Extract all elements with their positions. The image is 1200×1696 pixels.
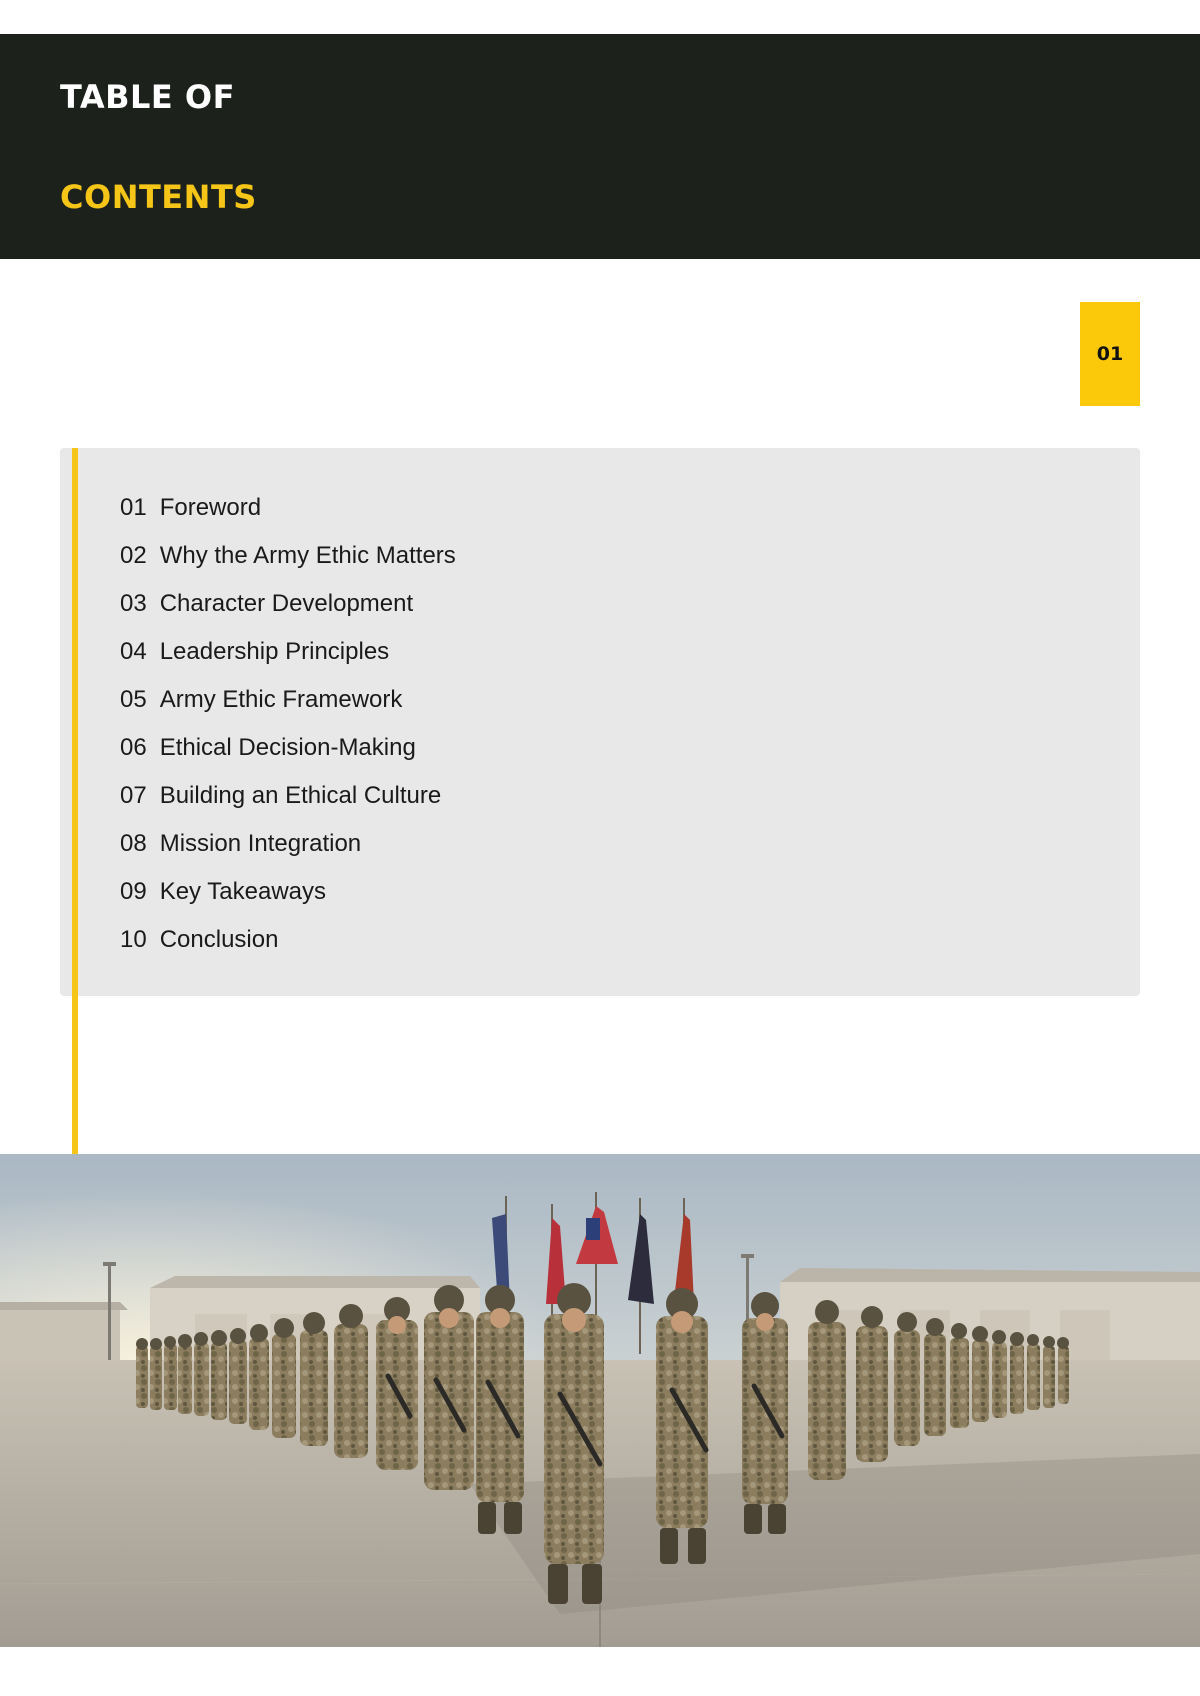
toc-list [120, 484, 456, 964]
toc-item [120, 484, 456, 532]
toc-item-label: Mission Integration [159, 830, 362, 857]
toc-item-number: 03 [120, 590, 147, 617]
header-band [0, 34, 1200, 259]
toc-item [120, 580, 456, 628]
toc-item [120, 868, 456, 916]
page-number: 01 [1096, 343, 1124, 365]
toc-item-number: 02 [120, 542, 147, 569]
toc-item-label: Why the Army Ethic Matters [159, 542, 456, 569]
toc-item [120, 532, 456, 580]
toc-item [120, 628, 456, 676]
title-line-2: CONTENTS [60, 178, 257, 216]
soldiers-formation-photo [0, 1154, 1200, 1647]
toc-item-number: 05 [120, 686, 147, 713]
toc-item-label: Foreword [159, 494, 262, 521]
toc-item-number: 01 [120, 494, 147, 521]
toc-item-number: 06 [120, 734, 147, 761]
toc-item-number: 08 [120, 830, 147, 857]
toc-item-number: 10 [120, 926, 147, 953]
toc-item-label: Conclusion [159, 926, 279, 953]
toc-item-label: Leadership Principles [159, 638, 390, 665]
toc-item-number: 09 [120, 878, 147, 905]
toc-item-label: Key Takeaways [159, 878, 327, 905]
toc-item-label: Army Ethic Framework [159, 686, 403, 713]
toc-item-number: 07 [120, 782, 147, 809]
toc-item-label: Ethical Decision-Making [159, 734, 416, 761]
toc-item-label: Building an Ethical Culture [159, 782, 442, 809]
title-line-1: TABLE OF [60, 78, 235, 116]
toc-item [120, 772, 456, 820]
toc-item [120, 676, 456, 724]
accent-line [72, 448, 78, 1154]
toc-item [120, 916, 456, 964]
toc-item-label: Character Development [159, 590, 414, 617]
toc-item [120, 820, 456, 868]
toc-item [120, 724, 456, 772]
page-number-badge [1080, 302, 1140, 406]
toc-item-number: 04 [120, 638, 147, 665]
